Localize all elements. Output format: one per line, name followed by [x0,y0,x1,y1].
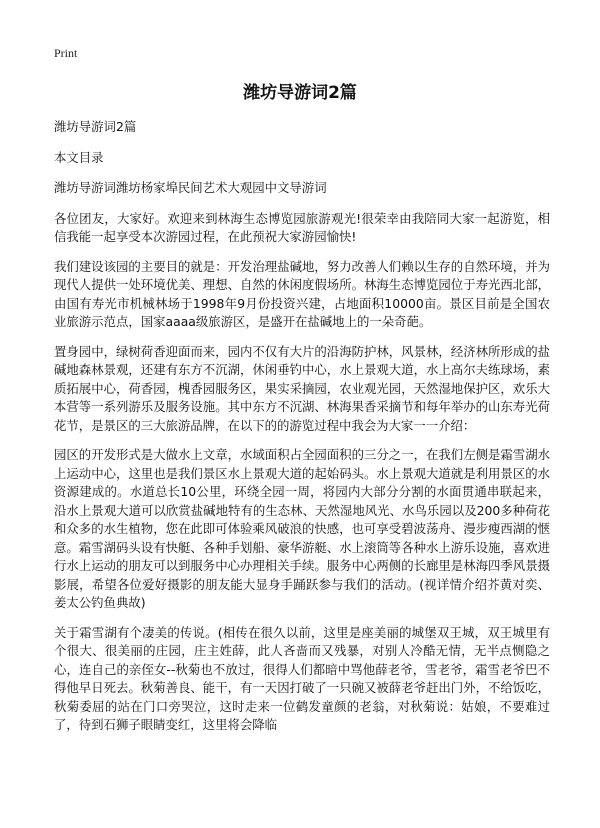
toc-item[interactable]: 潍坊导游词潍坊杨家埠民间艺术大观园中文导游词 [54,180,327,195]
document-body [54,118,550,746]
document-subtitle: 潍坊导游词2篇 [54,119,137,134]
paragraph-legend: 关于霜雪湖有个凄美的传说。(相传在很久以前，这里是座美丽的城堡双王城，双王城里有个很大、很美丽的庄园，庄主姓薛，此人吝啬而又残暴，对别人冷酷无情，无半点恻隐之心，连自己的亲侄女--秋菊也不放过，很得人们都暗中骂他薛老爷，雪老爷，霜雪老爷巴不得他早日死去。秋菊善良、能干，有一天因打破了一只碗又被薛老爷赶出门外，不给饭吃，秋菊委屈的站在门口旁哭泣，这时走来一位鹤发童颜的老翁，对秋菊说：姑娘，不要难过了，待到石狮子眼睛变红，这里将会降临 [54,624,550,732]
print-link[interactable]: Print [54,46,78,60]
page-title: 潍坊导游词2篇 [243,83,357,103]
toc-heading: 本文目录 [54,149,104,165]
paragraph-welcome: 各位团友，大家好。欢迎来到林海生态博览园旅游观光!很荣幸由我陪同大家一起游览，相信我能一起享受本次游园过程，在此预祝大家游园愉快! [54,210,550,244]
paragraph-purpose: 我们建设该园的主要目的就是：开发治理盐碱地，努力改善人们赖以生存的自然环境，并为现代人提供一处环境优美、理想、自然的休闲度假场所。林海生态博览园位于寿光西北部，由国有寿光市机械林场于1998年9月份投资兴建，占地面积10000亩。景区目前是全国农业旅游示范点，国家aaaa级旅游区，是盛开在盐碱地上的一朵奇葩。 [54,258,550,329]
paragraph-water-area: 园区的开发形式是大做水上文章，水域面积占全园面积的三分之一，在我们左侧是霜雪湖水上运动中心，这里也是我们景区水上景观大道的起始码头。水上景观大道就是利用景区的水资源建成的。水道总长10公里，环绕全园一周，将园内大部分分割的水面贯通串联起来，沿水上景观大道可以欣赏盐碱地特有的生态林、天然湿地风光、水鸟乐园以及200多种荷花和众多的水生植物，您在此即可体验乘风破浪的快感，也可享受碧波荡舟、漫步瘦西湖的惬意。霜雪湖码头设有快艇、各种手划船、豪华游艇、水上滚筒等各种水上游乐设施，喜欢进行水上运动的朋友可以到服务中心办理相关手续。服务中心两侧的长廊里是林海四季风景摄影展，希望各位爱好摄影的朋友能大显身手踊跃参与我们的活动。(视详情介绍芥黄对奕、姜太公钓鱼典故) [54,447,550,610]
paragraph-scenery: 置身园中，绿树荷香迎面而来，园内不仅有大片的沿海防护林，风景林，经济林所形成的盐碱地森林景观，还建有东方不沉湖，休闲垂钓中心，水上景观大道，水上高尔夫练球场，素质拓展中心，荷香园，槐香园服务区，果实采摘园，农业观光园，天然湿地保护区，欢乐大本营等一系列游乐及服务设施。其中东方不沉湖、林海果香采摘节和每年举办的山东寿光荷花节，是景区的三大旅游品牌，在以下的的游览过程中我会为大家一一介绍： [54,343,550,433]
